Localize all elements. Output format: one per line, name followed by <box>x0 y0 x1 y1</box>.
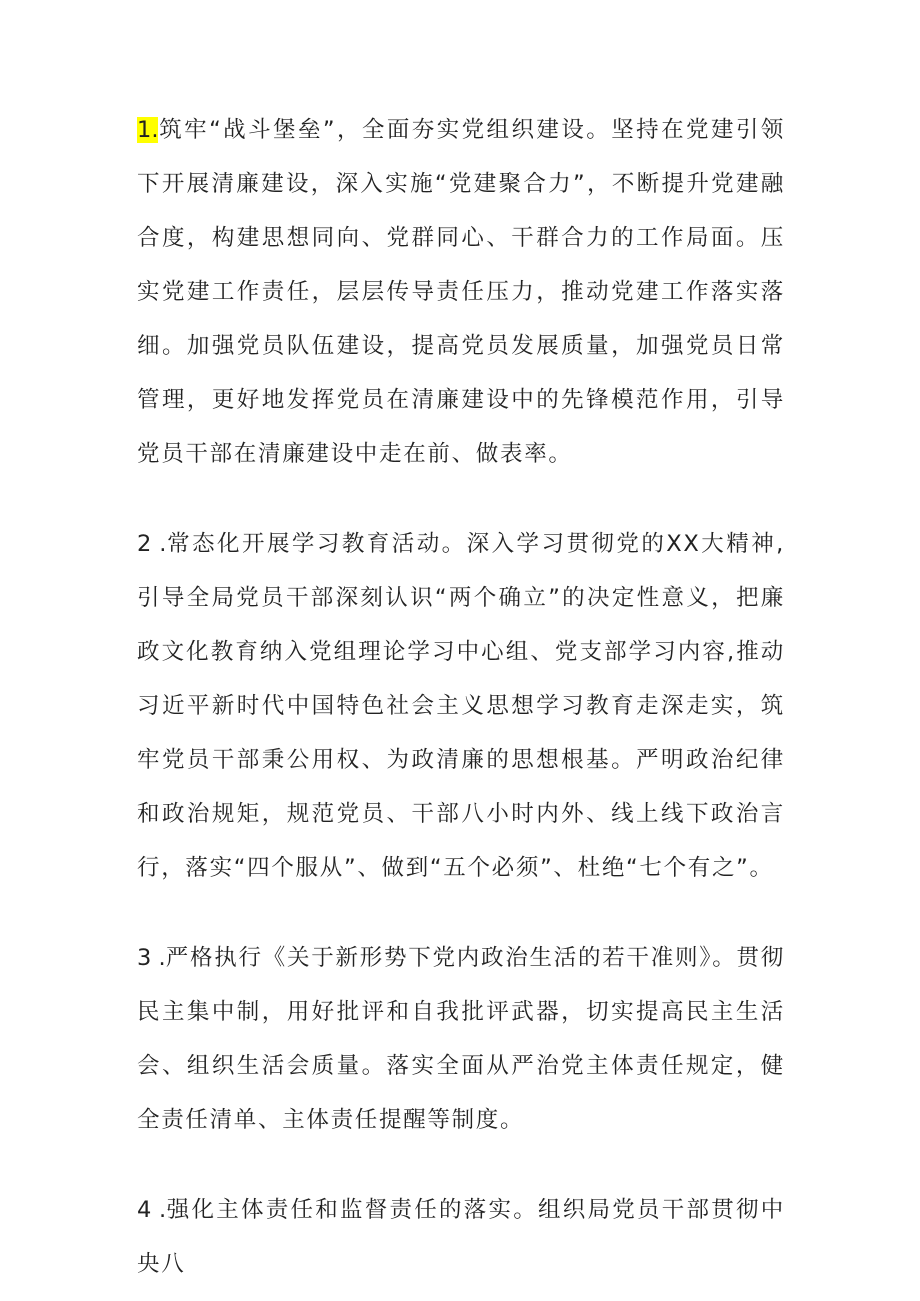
paragraph-text: 常态化开展学习教育活动。深入学习贯彻党的XX大精神,引导全局党员干部深刻认识“两个确立”的决定性意义，把廉政文化教育纳入党组理论学习中心组、党支部学习内容,推动习近平新时代中国特色社会主义思想学习教育走深走实，筑牢党员干部秉公用权、为政清廉的思想根基。严明政治纪律和政治规矩，规范党员、干部八小时内外、线上线下政治言行，落实“四个服从”、做到“五个必须”、杜绝“七个有之”。 <box>137 531 786 881</box>
document-body <box>137 103 785 1291</box>
paragraph-text: 严格执行《关于新形势下党内政治生活的若干准则》。贯彻民主集中制，用好批评和自我批评武器，切实提高民主生活会、组织生活会质量。落实全面从严治党主体责任规定，健全责任清单、主体责任提醒等制度。 <box>137 945 786 1133</box>
paragraph-4 <box>137 1183 785 1291</box>
paragraph-number: 4 . <box>137 1197 167 1223</box>
paragraph-1 <box>137 103 785 481</box>
paragraph-text: 筑牢“战斗堡垒”，全面夯实党组织建设。坚持在党建引领下开展清廉建设，深入实施“党建聚合力”，不断提升党建融合度，构建思想同向、党群同心、干群合力的工作局面。压实党建工作责任，层层传导责任压力，推动党建工作落实落细。加强党员队伍建设，提高党员发展质量，加强党员日常管理，更好地发挥党员在清廉建设中的先锋模范作用，引导党员干部在清廉建设中走在前、做表率。 <box>137 117 785 467</box>
paragraph-3 <box>137 931 785 1147</box>
paragraph-2 <box>137 517 785 895</box>
paragraph-number: 2 . <box>137 531 167 557</box>
paragraph-number-highlight: 1. <box>137 117 159 143</box>
paragraph-number: 3 . <box>137 945 166 971</box>
paragraph-text: 强化主体责任和监督责任的落实。组织局党员干部贯彻中央八 <box>137 1197 785 1277</box>
